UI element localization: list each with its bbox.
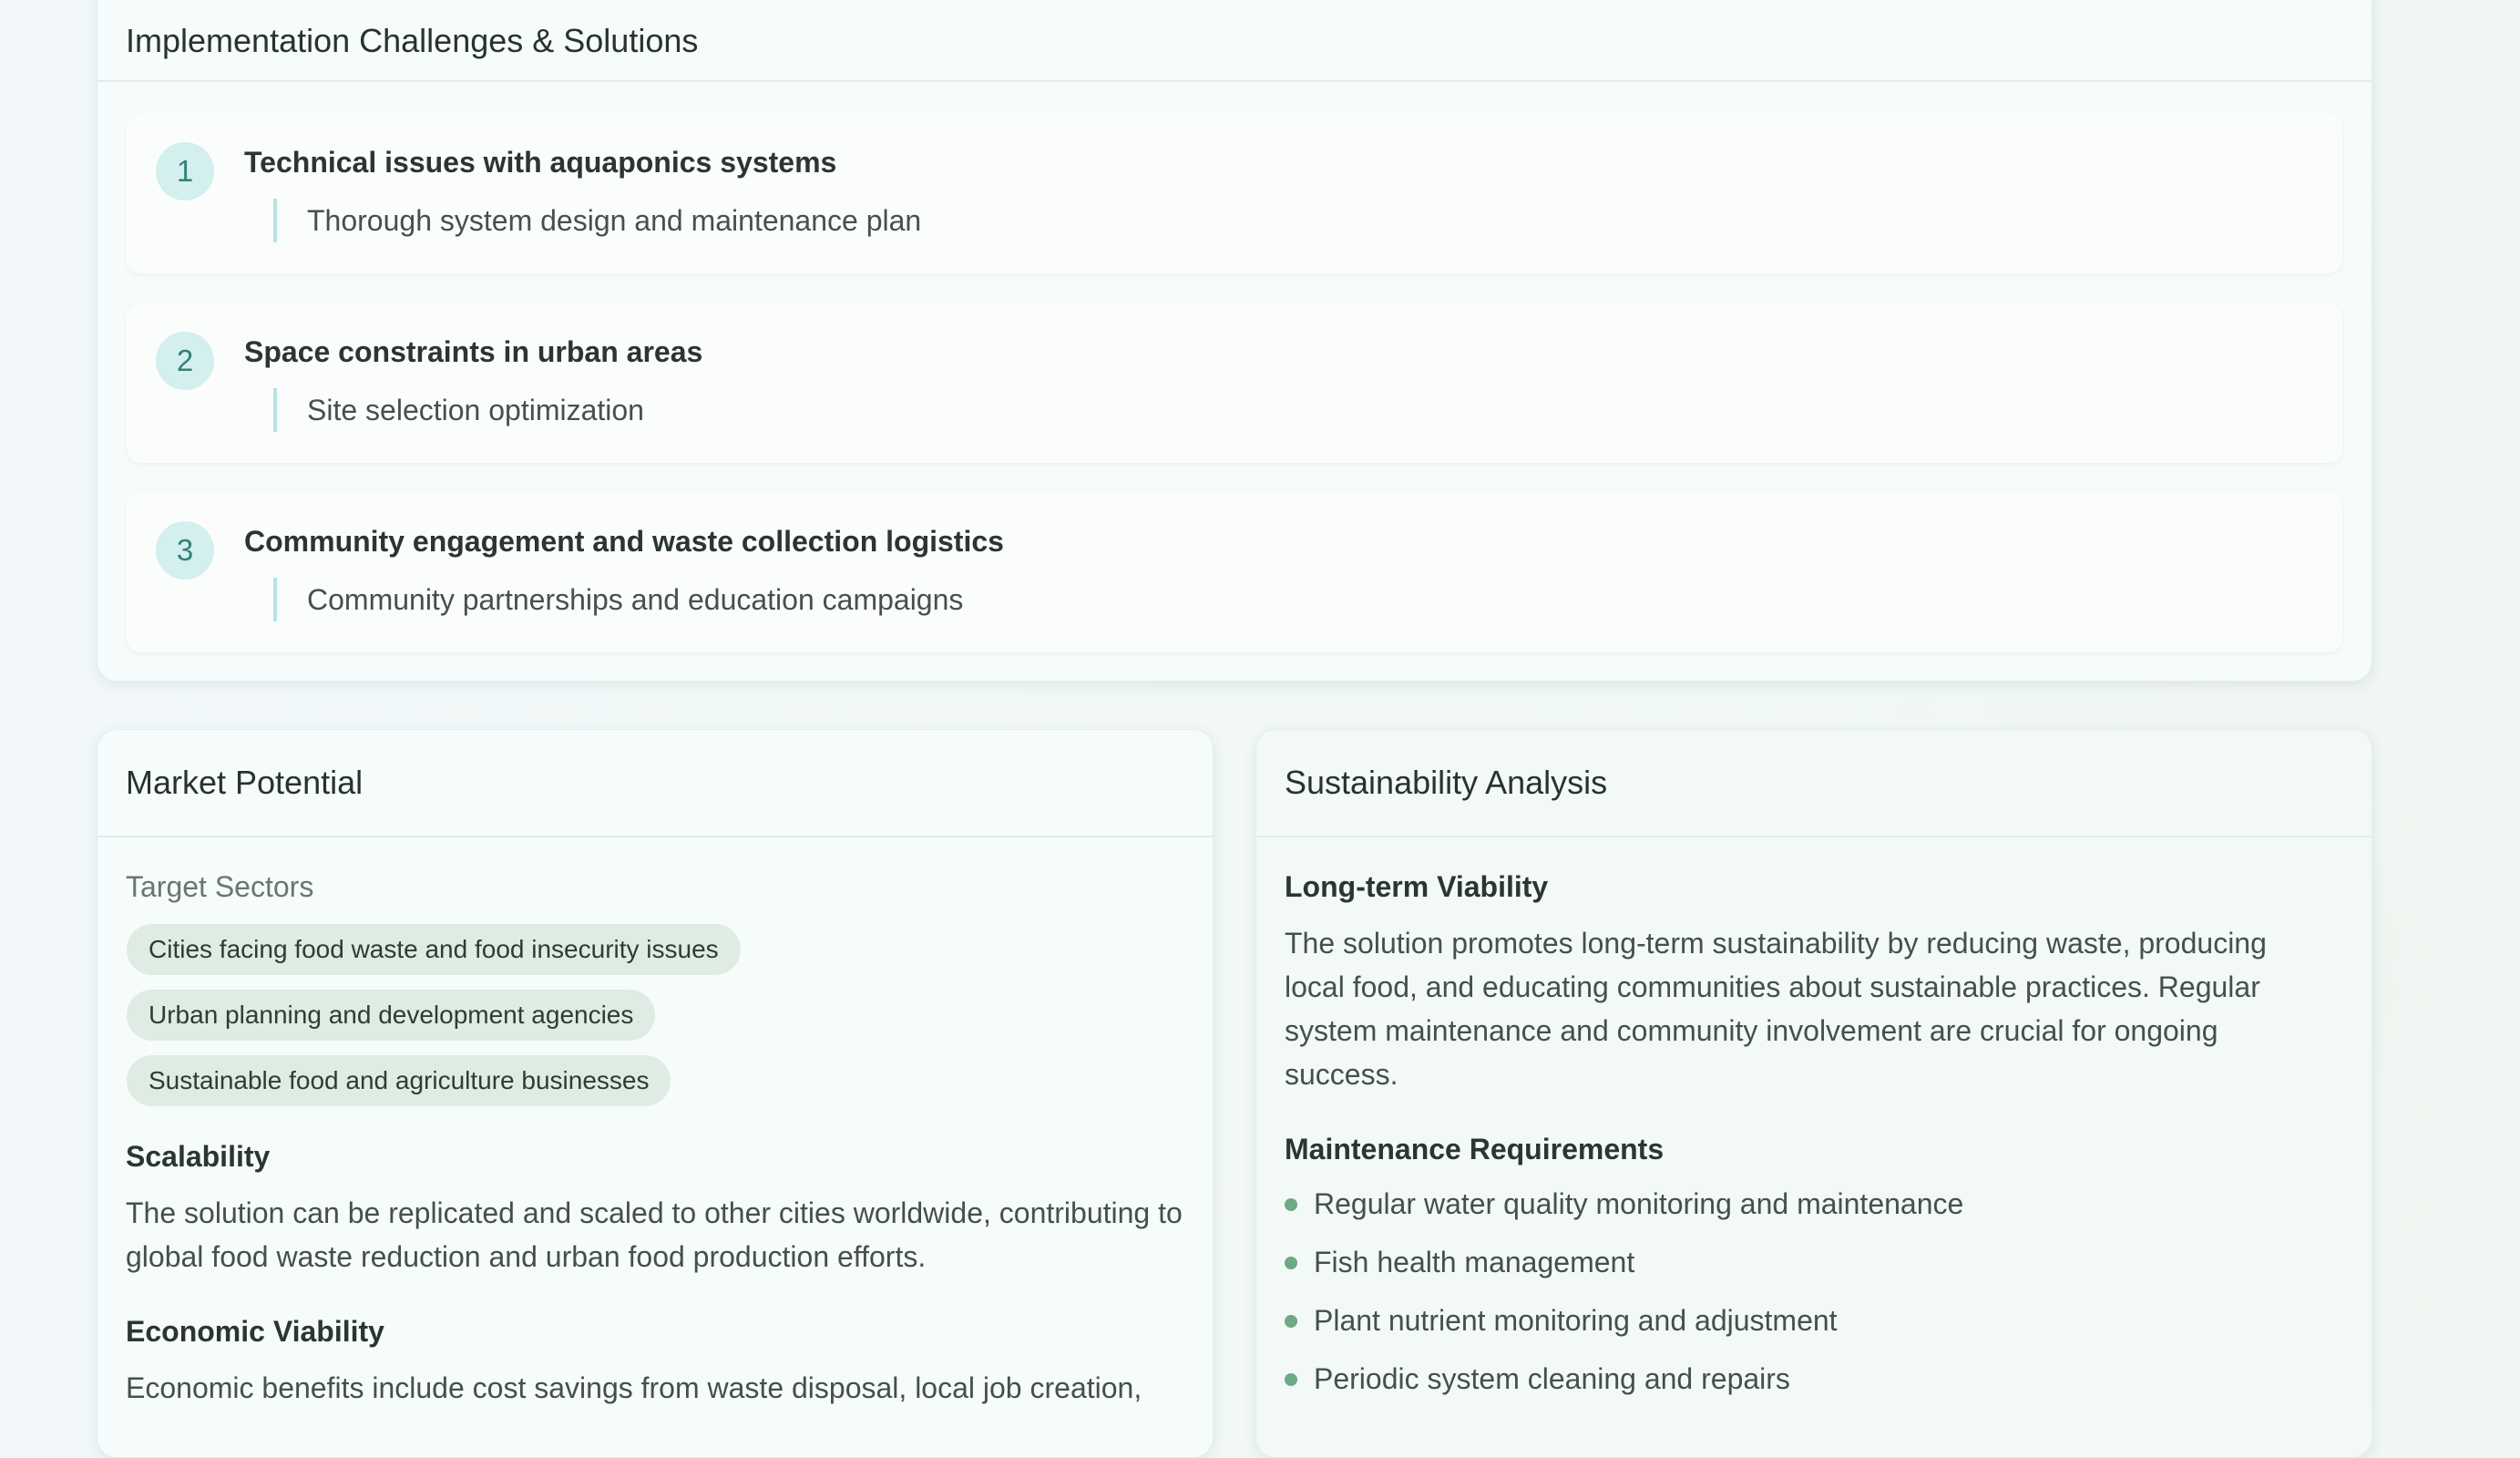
sector-tag: Cities facing food waste and food insecurity issues (127, 924, 741, 975)
challenge-solution: Site selection optimization (273, 388, 644, 432)
bullet-dot-icon (1285, 1257, 1297, 1269)
long-term-viability-text: The solution promotes long-term sustainability by reducing waste, producing local food, and educating communities about sustainable practices. Regular system maintenance and community involvement are crucial for ongoing success. (1285, 927, 2267, 1091)
maintenance-requirements-label: Maintenance Requirements (1285, 1133, 1665, 1165)
maintenance-item-text: Fish health management (1314, 1246, 1635, 1278)
market-card-header (97, 730, 1213, 837)
bullet-dot-icon (1285, 1373, 1297, 1386)
challenges-card-header (97, 0, 2371, 82)
maintenance-list-item (1285, 1187, 1963, 1221)
market-card-title: Market Potential (126, 764, 364, 801)
sustainability-card-header (1256, 730, 2371, 837)
challenge-solution: Community partnerships and education campaigns (273, 578, 963, 621)
bullet-dot-icon (1285, 1315, 1297, 1328)
economic-viability-label: Economic Viability (126, 1315, 384, 1348)
challenges-card-title: Implementation Challenges & Solutions (126, 21, 699, 59)
scalability-label: Scalability (126, 1140, 271, 1173)
challenge-item (127, 113, 2342, 273)
challenge-number-badge: 2 (156, 332, 214, 390)
maintenance-list-item (1285, 1304, 1838, 1338)
challenge-solution: Thorough system design and maintenance plan (273, 199, 921, 242)
maintenance-item-text: Periodic system cleaning and repairs (1314, 1362, 1790, 1395)
maintenance-list-item (1285, 1362, 1790, 1396)
challenge-number-badge: 3 (156, 521, 214, 580)
challenge-item (127, 492, 2342, 652)
sector-tag: Urban planning and development agencies (127, 990, 655, 1041)
sector-tag: Sustainable food and agriculture businesses (127, 1055, 671, 1106)
challenge-item (127, 303, 2342, 463)
maintenance-item-text: Plant nutrient monitoring and adjustment (1314, 1304, 1838, 1337)
challenge-title: Community engagement and waste collection logistics (244, 525, 1004, 558)
challenges-card (97, 0, 2372, 682)
scalability-text: The solution can be replicated and scaled to other cities worldwide, contributing to global food waste reduction and urban food production efforts. (126, 1196, 1183, 1273)
challenge-title: Space constraints in urban areas (244, 335, 703, 368)
challenge-number-badge: 1 (156, 142, 214, 200)
maintenance-item-text: Regular water quality monitoring and maintenance (1314, 1187, 1964, 1220)
economic-viability-text: Economic benefits include cost savings from waste disposal, local job creation, (126, 1371, 1142, 1404)
maintenance-list-item (1285, 1246, 1634, 1279)
bullet-dot-icon (1285, 1198, 1297, 1211)
sustainability-card-title: Sustainability Analysis (1285, 764, 1608, 801)
sustainability-analysis-card (1255, 729, 2372, 1458)
challenge-title: Technical issues with aquaponics systems (244, 146, 837, 179)
market-potential-card (97, 729, 1214, 1458)
target-sectors-label: Target Sectors (126, 870, 314, 903)
long-term-viability-label: Long-term Viability (1285, 870, 1549, 903)
